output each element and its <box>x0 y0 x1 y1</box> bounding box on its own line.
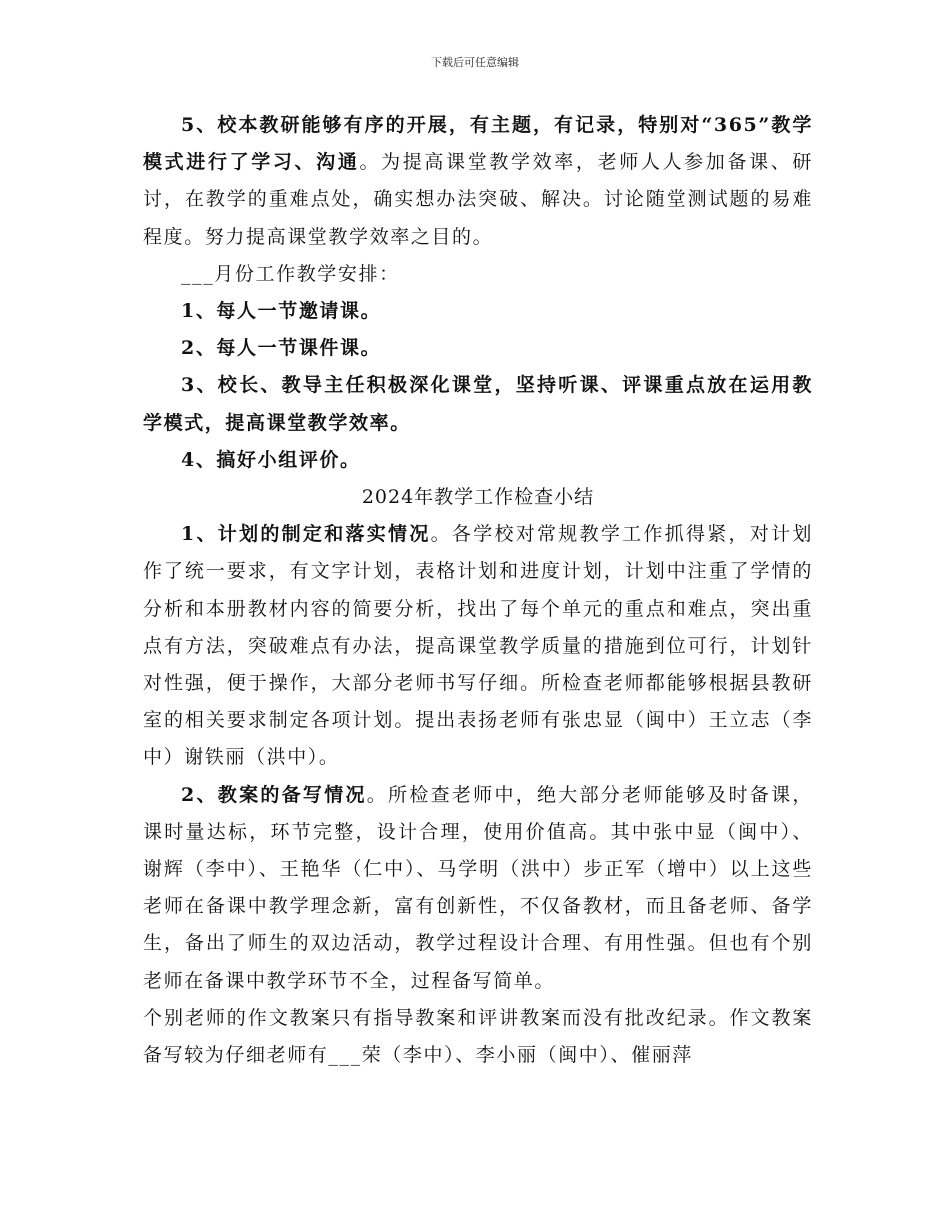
document-body <box>143 107 813 1074</box>
list-item: 1、每人一节邀请课。 <box>181 300 382 323</box>
paragraph-5 <box>143 107 813 256</box>
arrangement-line: ___月份工作教学安排： <box>181 262 400 285</box>
section-title: 2024年教学工作检查小结 <box>361 486 595 509</box>
paragraph-2 <box>143 777 813 1000</box>
paragraph-5-heading: 5、校本教研能够有序的开展，有主题，有记录，特别对“365”教学模式进行了学习、沟通 <box>143 114 813 174</box>
list-item: 4、搞好小组评价。 <box>181 448 361 471</box>
list-item: 2、每人一节课件课。 <box>181 337 382 360</box>
list-item: 3、校长、教导主任积极深化课堂，坚持听课、评课重点放在运用教学模式，提高课堂教学效率。 <box>143 374 813 434</box>
paragraph-1 <box>143 516 813 776</box>
paragraph-5-body: 。为提高课堂教学效率，老师人人参加备课、研讨，在教学的重难点处，确实想办法突破、解决。讨论随堂测试题的易难程度。努力提高课堂教学效率之目的。 <box>143 151 813 248</box>
paragraph-2-heading: 2、教案的备写情况 <box>181 783 367 806</box>
paragraph-3: 个别老师的作文教案只有指导教案和评讲教案而没有批改纪录。作文教案备写较为仔细老师有___荣（李中）、李小丽（闽中）、催丽萍 <box>143 1006 813 1067</box>
paragraph-2-body: 。所检查老师中，绝大部分老师能够及时备课，课时量达标，环节完整，设计合理，使用价值高。其中张中显（闽中）、谢辉（李中）、王艳华（仁中）、马学明（洪中）步正军（增中）以上这些老师在备课中教学理念新，富有创新性，不仅备教材，而且备老师、备学生，备出了师生的双边活动，教学过程设计合理、有用性强。但也有个别老师在备课中教学环节不全，过程备写简单。 <box>143 783 813 992</box>
paragraph-1-body: 。各学校对常规教学工作抓得紧，对计划作了统一要求，有文字计划，表格计划和进度计划，计划中注重了学情的分析和本册教材内容的简要分析，找出了每个单元的重点和难点，突出重点有方法，突破难点有办法，提高课堂教学质量的措施到位可行，计划针对性强，便于操作，大部分老师书写仔细。所检查老师都能够根据县教研室的相关要求制定各项计划。提出表扬老师有张忠显（闽中）王立志（李中）谢铁丽（洪中）。 <box>143 523 813 769</box>
paragraph-1-heading: 1、计划的制定和落实情况 <box>181 523 431 546</box>
page-header: 下载后可任意编辑 <box>431 56 519 69</box>
